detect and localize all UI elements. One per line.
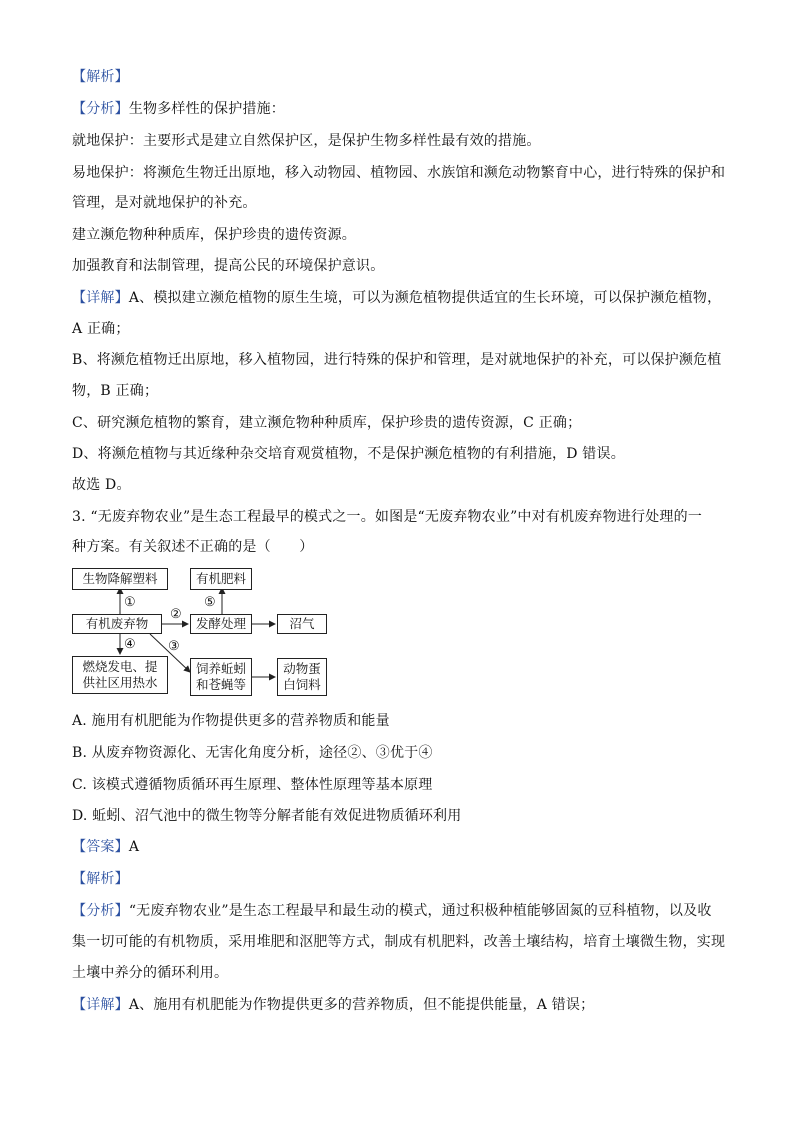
box-feed-line1: 动物蛋	[283, 661, 321, 676]
box-biodegradable-plastic: 生物降解塑料	[72, 568, 168, 590]
option-b: B. 从废弃物资源化、无害化角度分析，途径②、③优于④	[72, 745, 433, 761]
analysis-tag: 【解析】	[72, 871, 129, 887]
label-path-1: ①	[124, 595, 136, 610]
option-d: D. 蚯蚓、沼气池中的微生物等分解者能有效促进物质循环利用	[72, 808, 462, 824]
paragraph-ex-situ-1: 易地保护：将濒危生物迁出原地，移入动物园、植物园、水族馆和濒危动物繁育中心，进行特殊的保护和	[72, 165, 726, 181]
box-earthworm-line2: 和苍蝇等	[195, 677, 246, 692]
paragraph-xiangjie: 【详解】A、模拟建立濒危植物的原生生境，可以为濒危植物提供适宜的生长环境，可以保护濒危植物，	[72, 290, 722, 306]
label-path-3: ③	[168, 639, 180, 654]
paragraph-a-correct: A 正确；	[72, 321, 130, 337]
label-path-4: ④	[124, 637, 136, 652]
paragraph-b-2: 物，B 正确；	[72, 383, 159, 399]
box-feed-line2: 白饲料	[283, 677, 321, 692]
box-organic-waste: 有机废弃物	[72, 614, 162, 634]
paragraph-fenxi: 【分析】生物多样性的保护措施：	[72, 101, 286, 117]
section-tag-analysis: 【解析】	[72, 69, 129, 85]
flow-diagram	[72, 566, 342, 696]
paragraph-in-situ: 就地保护：主要形式是建立自然保护区，是保护生物多样性最有效的措施。	[72, 133, 541, 149]
paragraph-b-1: B、将濒危植物迁出原地，移入植物园，进行特殊的保护和管理，是对就地保护的补充，可以保护濒危植	[72, 352, 722, 368]
analysis-line-2: 集一切可能的有机物质，采用堆肥和沤肥等方式，制成有机肥料，改善土壤结构，培育土壤微生物，实现	[72, 934, 726, 950]
question-stem-2: 种方案。有关叙述不正确的是（ ）	[72, 539, 314, 555]
paragraph-education: 加强教育和法制管理，提高公民的环境保护意识。	[72, 258, 385, 274]
paragraph-germplasm: 建立濒危物种种质库，保护珍贵的遗传资源。	[72, 227, 356, 243]
paragraph-d: D、将濒危植物与其近缘种杂交培育观赏植物，不是保护濒危植物的有利措施，D 错误。	[72, 446, 625, 462]
box-burn-power	[72, 656, 168, 694]
label-path-2: ②	[170, 607, 182, 622]
box-animal-feed	[277, 658, 327, 696]
box-burn-line2: 供社区用热水	[82, 675, 158, 690]
paragraph-c: C、研究濒危植物的繁育，建立濒危物种种质库，保护珍贵的遗传资源，C 正确；	[72, 415, 582, 431]
box-burn-line1: 燃烧发电、提	[82, 659, 158, 674]
detail-line: 【详解】A、施用有机肥能为作物提供更多的营养物质，但不能提供能量，A 错误；	[72, 997, 595, 1013]
analysis-line-1: 【分析】“无废弃物农业”是生态工程最早和最生动的模式，通过积极种植能够固氮的豆科植物，以及收	[72, 903, 712, 919]
paragraph-ex-situ-2: 管理，是对就地保护的补充。	[72, 195, 257, 211]
answer-line: 【答案】A	[72, 839, 140, 855]
paragraph-choose: 故选 D。	[72, 477, 131, 493]
analysis-line-3: 土壤中养分的循环利用。	[72, 965, 229, 981]
box-biogas: 沼气	[277, 614, 327, 634]
label-path-5: ⑤	[204, 595, 216, 610]
box-organic-fertilizer: 有机肥料	[190, 568, 252, 590]
option-c: C. 该模式遵循物质循环再生原理、整体性原理等基本原理	[72, 777, 433, 793]
box-earthworm-line1: 饲养蚯蚓	[195, 661, 246, 676]
question-stem-1: 3. “无废弃物农业”是生态工程最早的模式之一。如图是“无废弃物农业”中对有机废弃物进行处理的一	[72, 509, 703, 525]
box-earthworm	[190, 658, 252, 696]
box-fermentation: 发酵处理	[190, 614, 252, 634]
option-a: A. 施用有机肥能为作物提供更多的营养物质和能量	[72, 713, 390, 729]
